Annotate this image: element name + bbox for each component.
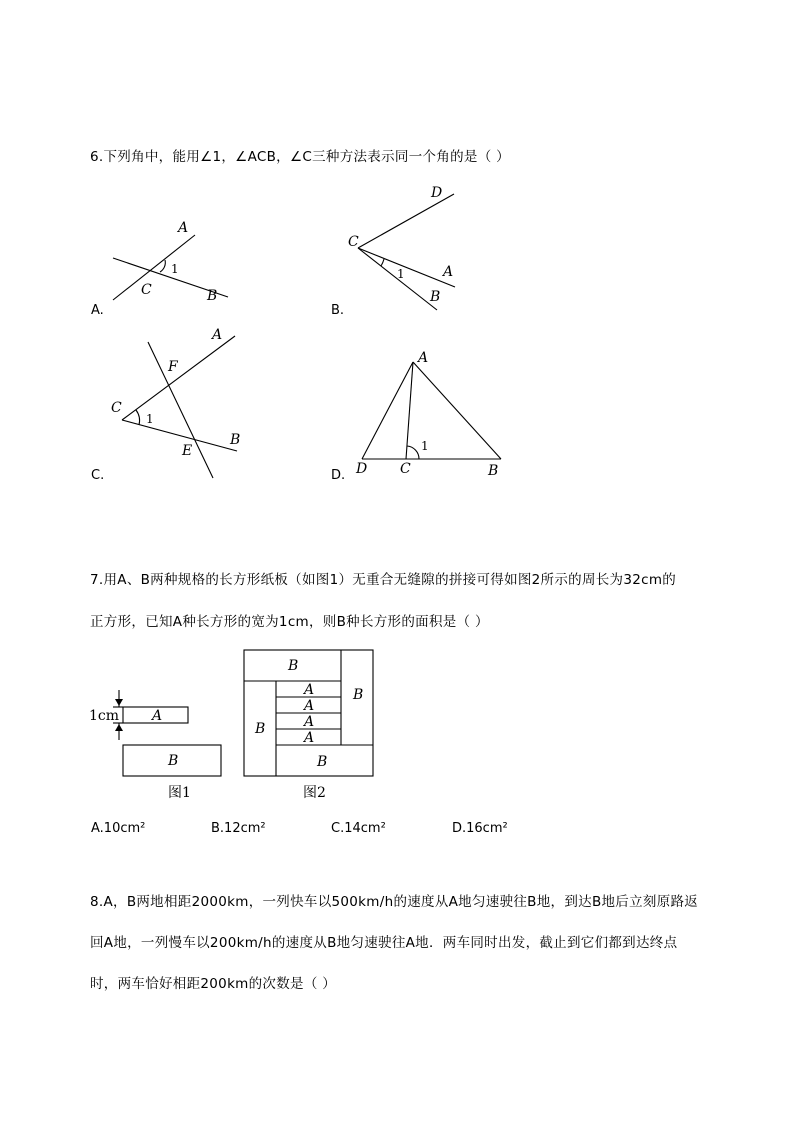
q6-option-b[interactable]: B.: [331, 303, 345, 318]
q6-b-label-c: C: [348, 234, 359, 250]
q7-choice-b[interactable]: B.12cm²: [211, 821, 266, 836]
q7-question-line1: 7.用A、B两种规格的长方形纸板（如图1）无重合无缝隙的拼接可得如图2所示的周长为32cm的: [90, 572, 677, 588]
dimension-arrow-down-icon: [115, 699, 123, 706]
q7-fig2-label-b-left: B: [255, 721, 266, 737]
q7-fig1-caption: 图1: [168, 785, 191, 801]
q6-c-label-f: F: [168, 359, 178, 375]
q6-option-c[interactable]: C.: [91, 468, 105, 483]
q6-a-label-1: 1: [171, 262, 179, 276]
q6-c-label-a: A: [212, 327, 223, 343]
q7-fig1-label-a: A: [152, 708, 163, 724]
q6-b-label-d: D: [431, 185, 443, 201]
q7-fig2-caption: 图2: [303, 785, 326, 801]
q6-b-label-a: A: [443, 264, 454, 280]
q7-fig2-label-b-bottom: B: [317, 754, 328, 770]
q6-d-label-1: 1: [421, 439, 429, 453]
q8-question-line1: 8.A，B两地相距2000km，一列快车以500km/h的速度从A地匀速驶往B地，到达B地后立刻原路返: [90, 894, 699, 910]
q6-c-label-1: 1: [146, 412, 154, 426]
q7-fig2-label-a3: A: [304, 714, 315, 730]
q6-a-label-b: B: [207, 288, 218, 304]
q6-d-label-b: B: [488, 463, 499, 479]
q6-a-label-c: C: [141, 282, 152, 298]
q6-b-label-1: 1: [397, 267, 405, 281]
q7-choice-d[interactable]: D.16cm²: [452, 821, 508, 836]
q7-choice-c[interactable]: C.14cm²: [331, 821, 386, 836]
q7-choice-a[interactable]: A.10cm²: [91, 821, 146, 836]
q6-d-label-c: C: [400, 461, 411, 477]
q7-fig1-width-label: 1cm: [89, 708, 120, 724]
q6-c-label-c: C: [111, 400, 122, 416]
q7-fig2-label-a2: A: [304, 698, 315, 714]
q6-question: 6.下列角中，能用∠1，∠ACB，∠C三种方法表示同一个角的是（ ）: [90, 149, 510, 165]
q6-option-d[interactable]: D.: [331, 468, 346, 483]
q8-question-line3: 时，两车恰好相距200km的次数是（ ）: [90, 976, 337, 992]
q6-d-label-a: A: [418, 350, 429, 366]
q7-figure-1: [113, 690, 221, 776]
q6-d-label-d: D: [356, 461, 368, 477]
q7-fig2-label-b-top: B: [288, 658, 299, 674]
q6-option-a[interactable]: A.: [91, 303, 104, 318]
q6-c-label-b: B: [230, 432, 241, 448]
q6-b-label-b: B: [430, 289, 441, 305]
dimension-arrow-up-icon: [115, 724, 123, 731]
q7-fig2-label-b-right: B: [353, 687, 364, 703]
q8-question-line2: 回A地，一列慢车以200km/h的速度从B地匀速驶往A地．两车同时出发，截止到它们都到达终点: [90, 935, 678, 951]
q6-a-label-a: A: [178, 220, 189, 236]
q6-c-label-e: E: [182, 443, 193, 459]
q7-question-line2: 正方形，已知A种长方形的宽为1cm，则B种长方形的面积是（ ）: [90, 614, 489, 630]
q7-fig1-label-b: B: [168, 753, 179, 769]
q7-fig2-label-a4: A: [304, 730, 315, 746]
q7-fig2-label-a1: A: [304, 682, 315, 698]
